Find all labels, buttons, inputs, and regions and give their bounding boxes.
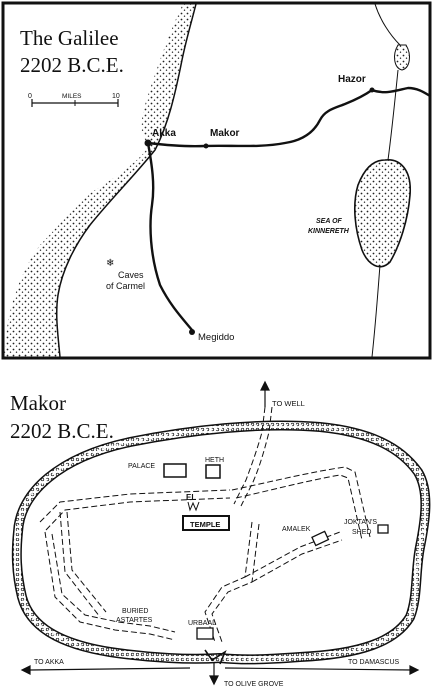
sea-of-kinnereth <box>355 160 410 267</box>
label-hazor: Hazor <box>338 74 366 85</box>
el-altar <box>188 502 199 510</box>
label-el: EL <box>186 493 197 502</box>
makor-plan-svg <box>0 372 437 696</box>
river-south <box>372 265 380 357</box>
label-caves-line1: Caves <box>118 270 144 280</box>
label-to-damascus: TO DAMASCUS <box>348 659 400 666</box>
makor-title-line2: 2202 B.C.E. <box>10 419 114 443</box>
label-urbaal: URBAAL <box>188 620 217 627</box>
label-temple: TEMPLE <box>190 520 221 529</box>
river-north <box>375 4 400 45</box>
akka-marker <box>145 140 152 147</box>
caves-marker: ❄ <box>106 258 115 269</box>
label-to-olive-grove: TO OLIVE GROVE <box>224 681 284 688</box>
heth-building <box>206 465 220 478</box>
galilee-title-line1: The Galilee <box>20 26 119 50</box>
label-sea-line2: KINNERETH <box>308 228 349 235</box>
makor-title-line1: Makor <box>10 391 66 415</box>
urbaal-building <box>197 628 213 639</box>
scale-bar <box>28 93 120 107</box>
label-makor: Makor <box>210 128 240 139</box>
road-akka-megiddo <box>148 143 192 330</box>
amalek-building <box>312 531 328 545</box>
label-caves-line2: of Carmel <box>106 281 146 291</box>
label-palace: PALACE <box>128 463 156 470</box>
joktans-shed-building <box>378 525 388 533</box>
label-heth: HETH <box>205 457 225 464</box>
label-to-well: TO WELL <box>272 399 305 408</box>
label-joktans-line2: SHED <box>352 529 372 536</box>
label-megiddo: Megiddo <box>198 332 235 343</box>
palace-building <box>164 464 186 477</box>
arrow-to-akka <box>22 666 30 674</box>
scale-label: MILES <box>62 93 82 100</box>
label-buried-line1: BURIED <box>122 608 149 615</box>
label-sea-line1: SEA OF <box>316 218 342 225</box>
hazor-marker <box>370 88 375 93</box>
label-joktans-line1: JOKTAN'S <box>344 519 378 526</box>
scale-end: 10 <box>112 93 120 100</box>
road-akka-hazor <box>148 88 430 146</box>
arrow-to-olive-grove <box>210 676 218 684</box>
label-amalek: AMALEK <box>282 526 311 533</box>
megiddo-marker <box>189 329 195 335</box>
scale-start: 0 <box>28 93 32 100</box>
makor-plan <box>0 372 437 696</box>
label-buried-line2: ASTARTES <box>116 617 153 624</box>
label-to-akka: TO AKKA <box>34 659 64 666</box>
galilee-title-line2: 2202 B.C.E. <box>20 53 124 77</box>
arrow-to-well <box>261 382 269 390</box>
label-akka: Akka <box>152 128 176 139</box>
lake-hula <box>395 45 410 70</box>
makor-marker <box>204 144 209 149</box>
river-jordan <box>388 70 398 160</box>
arrow-to-damascus <box>410 666 418 674</box>
